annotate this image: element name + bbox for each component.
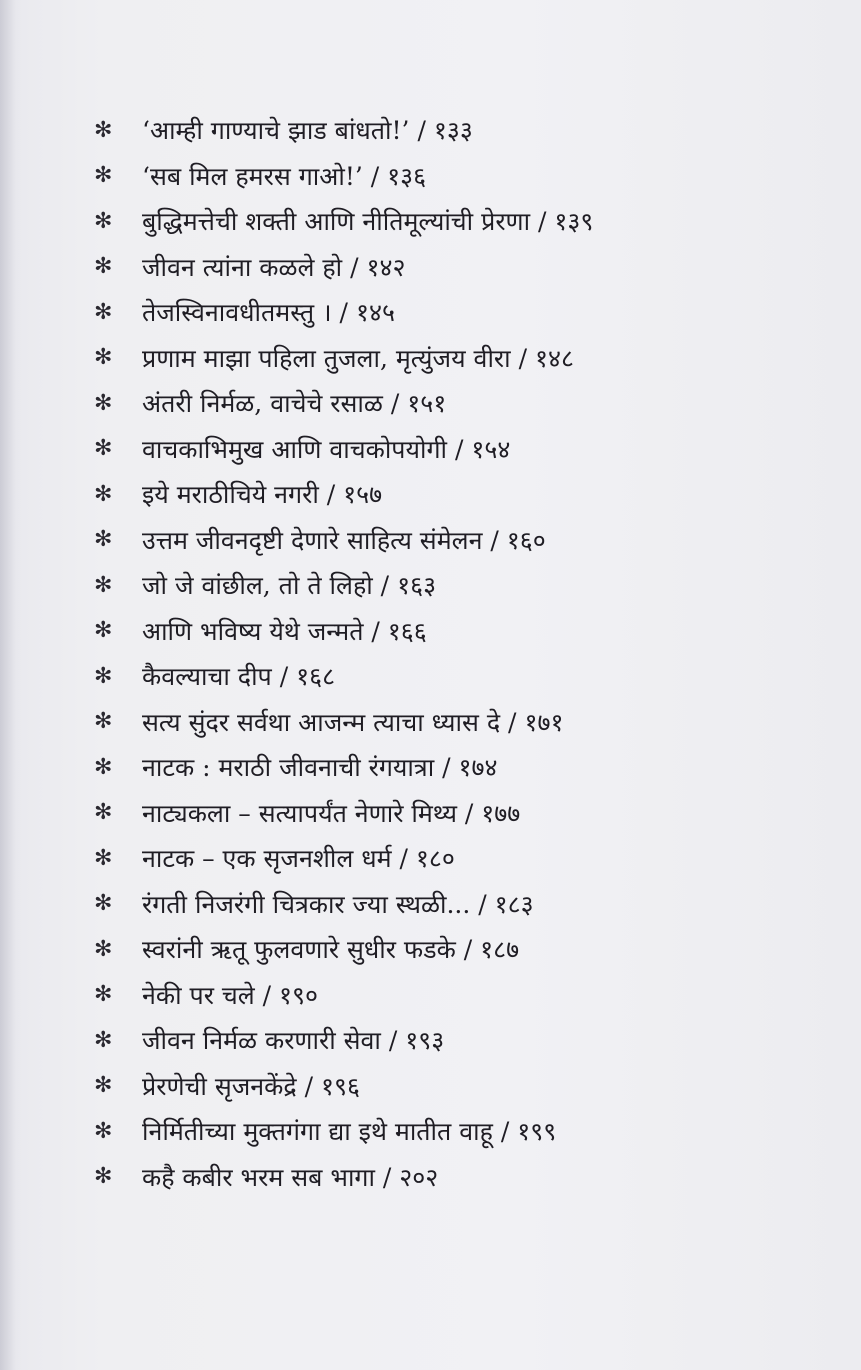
asterisk-bullet-icon: ✻: [94, 436, 113, 462]
toc-entry: [94, 700, 814, 746]
asterisk-bullet-icon: ✻: [94, 800, 113, 826]
entry-title: अंतरी निर्मळ, वाचेचे रसाळ: [142, 389, 383, 419]
asterisk-bullet-icon: ✻: [94, 1027, 113, 1053]
entry-separator: /: [492, 1117, 518, 1147]
toc-entry: [94, 836, 814, 882]
entry-title: इये मराठीचिये नगरी: [142, 480, 319, 510]
toc-entry: [94, 745, 814, 791]
asterisk-bullet-icon: ✻: [94, 891, 113, 917]
entry-separator: /: [456, 798, 482, 828]
toc-entry: [94, 199, 814, 245]
toc-entry: [94, 154, 814, 200]
toc-entry: [94, 1064, 814, 1110]
toc-entry: [94, 472, 814, 518]
asterisk-bullet-icon: ✻: [94, 117, 113, 143]
toc-entry: [94, 381, 814, 427]
entry-title: जो जे वांछील, तो ते लिहो: [142, 571, 373, 601]
entry-title: स्वरांनी ऋतू फुलवणारे सुधीर फडके: [142, 935, 456, 965]
toc-entry: [94, 336, 814, 382]
asterisk-bullet-icon: ✻: [94, 390, 113, 416]
entry-separator: /: [391, 844, 416, 874]
asterisk-bullet-icon: ✻: [94, 208, 113, 234]
entry-page-number: १७४: [458, 753, 498, 783]
entry-page-number: १३९: [554, 207, 594, 237]
asterisk-bullet-icon: ✻: [94, 345, 113, 371]
entry-separator: /: [482, 525, 507, 555]
spine-shadow: [0, 0, 22, 1370]
asterisk-bullet-icon: ✻: [94, 845, 113, 871]
toc-entry: [94, 518, 814, 564]
entry-page-number: १३३: [433, 116, 473, 146]
toc-entry: [94, 609, 814, 655]
asterisk-bullet-icon: ✻: [94, 481, 113, 507]
entry-page-number: १६६: [387, 616, 427, 646]
entry-separator: /: [470, 889, 495, 919]
asterisk-bullet-icon: ✻: [94, 572, 113, 598]
asterisk-bullet-icon: ✻: [94, 1073, 113, 1099]
asterisk-bullet-icon: ✻: [94, 982, 113, 1008]
entry-page-number: १८०: [415, 844, 455, 874]
entry-page-number: १६०: [506, 525, 546, 555]
entry-separator: /: [318, 480, 344, 510]
toc-entry: [94, 563, 814, 609]
asterisk-bullet-icon: ✻: [94, 254, 113, 280]
entry-separator: /: [254, 980, 280, 1010]
entry-title: जीवन त्यांना कळले हो: [142, 252, 343, 282]
toc-entry: [94, 882, 814, 928]
toc-entry: [94, 108, 814, 154]
entry-separator: /: [434, 753, 459, 783]
entry-title: निर्मितीच्या मुक्तगंगा द्या इथे मातीत वाहू: [142, 1117, 493, 1147]
entry-title: सत्य सुंदर सर्वथा आजन्म त्याचा ध्यास दे: [142, 707, 501, 737]
entry-title: प्रणाम माझा पहिला तुजला, मृत्युंजय वीरा: [142, 343, 511, 373]
table-of-contents: [94, 108, 814, 1200]
entry-separator: /: [362, 161, 388, 191]
entry-title: नाटक – एक सृजनशील धर्म: [142, 844, 392, 874]
entry-separator: /: [409, 116, 434, 146]
entry-title: नेकी पर चले: [142, 980, 255, 1010]
entry-separator: /: [455, 935, 481, 965]
entry-separator: /: [296, 1071, 321, 1101]
asterisk-bullet-icon: ✻: [94, 1118, 113, 1144]
asterisk-bullet-icon: ✻: [94, 299, 113, 325]
toc-entry: [94, 1155, 814, 1201]
entry-separator: /: [363, 616, 388, 646]
entry-title: नाट्यकला – सत्यापर्यंत नेणारे मिथ्य: [142, 798, 457, 828]
asterisk-bullet-icon: ✻: [94, 754, 113, 780]
entry-title: नाटक : मराठी जीवनाची रंगयात्रा: [142, 753, 435, 783]
entry-page-number: १९६: [320, 1071, 360, 1101]
entry-separator: /: [382, 389, 408, 419]
entry-page-number: १७७: [481, 798, 521, 828]
toc-entry: [94, 427, 814, 473]
entry-page-number: १९०: [279, 980, 319, 1010]
entry-title: आणि भविष्य येथे जन्मते: [142, 616, 364, 646]
entry-title: रंगती निजरंगी चित्रकार ज्या स्थळी...: [142, 889, 471, 919]
entry-separator: /: [510, 343, 535, 373]
entry-page-number: १४५: [355, 298, 395, 328]
toc-entry: [94, 927, 814, 973]
entry-page-number: १३६: [387, 161, 427, 191]
entry-page-number: १७१: [524, 707, 564, 737]
asterisk-bullet-icon: ✻: [94, 618, 113, 644]
toc-entry: [94, 290, 814, 336]
entry-title: कैवल्याचा दीप: [142, 662, 272, 692]
entry-page-number: १९९: [517, 1117, 557, 1147]
entry-page-number: १६८: [296, 662, 336, 692]
entry-separator: /: [530, 207, 555, 237]
entry-separator: /: [372, 571, 398, 601]
asterisk-bullet-icon: ✻: [94, 163, 113, 189]
entry-title: ‘सब मिल हमरस गाओ!’: [142, 161, 363, 191]
entry-title: वाचकाभिमुख आणि वाचकोपयोगी: [142, 434, 448, 464]
entry-page-number: १४२: [366, 252, 406, 282]
asterisk-bullet-icon: ✻: [94, 663, 113, 689]
entry-page-number: १५४: [471, 434, 511, 464]
entry-page-number: १८३: [494, 889, 534, 919]
entry-separator: /: [500, 707, 525, 737]
asterisk-bullet-icon: ✻: [94, 936, 113, 962]
entry-separator: /: [380, 1026, 406, 1056]
entry-separator: /: [447, 434, 472, 464]
entry-title: ‘आम्ही गाण्याचे झाड बांधतो!’: [142, 116, 410, 146]
entry-separator: /: [374, 1162, 400, 1192]
entry-page-number: १४८: [534, 343, 574, 373]
asterisk-bullet-icon: ✻: [94, 1164, 113, 1190]
toc-entry: [94, 1018, 814, 1064]
entry-title: उत्तम जीवनदृष्टी देणारे साहित्य संमेलन: [142, 525, 483, 555]
asterisk-bullet-icon: ✻: [94, 709, 113, 735]
toc-entry: [94, 654, 814, 700]
entry-page-number: २०२: [399, 1162, 439, 1192]
toc-entry: [94, 245, 814, 291]
asterisk-bullet-icon: ✻: [94, 527, 113, 553]
entry-separator: /: [331, 298, 356, 328]
entry-page-number: १६३: [397, 571, 437, 601]
entry-title: बुद्धिमत्तेची शक्ती आणि नीतिमूल्यांची प्रेरणा: [142, 207, 531, 237]
entry-page-number: १५७: [343, 480, 383, 510]
entry-separator: /: [271, 662, 297, 692]
toc-entry: [94, 791, 814, 837]
toc-entry: [94, 973, 814, 1019]
toc-entry: [94, 1109, 814, 1155]
entry-separator: /: [342, 252, 367, 282]
entry-title: तेजस्विनावधीतमस्तु ।: [142, 298, 332, 328]
entry-page-number: १८७: [480, 935, 520, 965]
entry-title: जीवन निर्मळ करणारी सेवा: [142, 1026, 381, 1056]
entry-title: कहै कबीर भरम सब भागा: [142, 1162, 375, 1192]
entry-title: प्रेरणेची सृजनकेंद्रे: [142, 1071, 297, 1101]
entry-page-number: १५१: [407, 389, 447, 419]
entry-page-number: १९३: [405, 1026, 445, 1056]
